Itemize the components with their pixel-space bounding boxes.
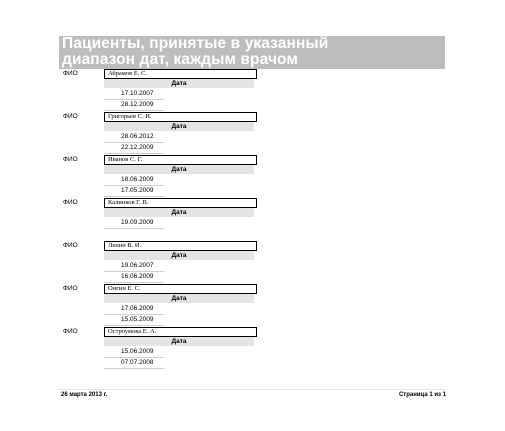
visit-date: 17.05.2009 [121, 187, 154, 194]
date-row-divider [104, 357, 164, 358]
footer-divider [59, 389, 445, 390]
doctor-group [0, 327, 505, 370]
date-row-divider [104, 142, 164, 143]
visit-date: 22.12.2009 [121, 144, 154, 151]
visit-date: 28.06.2012 [121, 133, 154, 140]
doctor-name-field: Остроумова Е. А. [104, 327, 257, 337]
visit-date: 19.09.2009 [121, 219, 154, 226]
doctor-group [0, 69, 505, 112]
date-row-divider [104, 185, 164, 186]
visit-date: 16.06.2009 [121, 273, 154, 280]
fio-label: ФИО [63, 156, 78, 163]
date-row-divider [104, 282, 164, 283]
doctor-name-field: Калинков Г. В. [104, 198, 257, 208]
fio-label: ФИО [63, 285, 78, 292]
date-column-header: Дата [104, 165, 254, 174]
fio-label: ФИО [63, 328, 78, 335]
visit-date: 07.07.2008 [121, 359, 154, 366]
visit-date: 28.12.2009 [121, 101, 154, 108]
doctor-name-field: Иванов С. Г. [104, 155, 257, 165]
fio-label: ФИО [63, 113, 78, 120]
doctor-group [0, 198, 505, 241]
date-row-divider [104, 110, 164, 111]
doctor-name-field: Онгин Е. С. [104, 284, 257, 294]
date-row-divider [104, 368, 164, 369]
date-row-divider [104, 314, 164, 315]
date-row-divider [104, 153, 164, 154]
doctor-name-field: Григорьев С. И. [104, 112, 257, 122]
date-row-divider [104, 196, 164, 197]
fio-label: ФИО [63, 242, 78, 249]
visit-date: 17.06.2009 [121, 305, 154, 312]
doctor-name-field: Абрамов Е. С. [104, 69, 257, 79]
doctor-group [0, 112, 505, 155]
date-row-divider [104, 325, 164, 326]
date-row-divider [104, 271, 164, 272]
visit-date: 18.06.2009 [121, 176, 154, 183]
date-column-header: Дата [104, 208, 254, 217]
date-column-header: Дата [104, 122, 254, 131]
date-column-header: Дата [104, 79, 254, 88]
visit-date: 19.06.2007 [121, 262, 154, 269]
doctor-group [0, 284, 505, 327]
visit-date: 15.06.2009 [121, 348, 154, 355]
date-column-header: Дата [104, 294, 254, 303]
doctor-name-field: Ленин В. И. [104, 241, 257, 251]
footer-page-number: Страница 1 из 1 [398, 392, 446, 398]
date-row-divider [104, 99, 164, 100]
fio-label: ФИО [63, 199, 78, 206]
doctor-group [0, 155, 505, 198]
doctor-group [0, 241, 505, 284]
footer-date: 26 марта 2013 г. [61, 392, 108, 398]
report-title: Пациенты, принятые в указанный диапазон дат, каждым врачом [62, 35, 329, 68]
fio-label: ФИО [63, 70, 78, 77]
date-row-divider [104, 228, 164, 229]
date-column-header: Дата [104, 337, 254, 346]
date-column-header: Дата [104, 251, 254, 260]
visit-date: 15.05.2009 [121, 316, 154, 323]
records-list [0, 69, 505, 370]
visit-date: 17.10.2007 [121, 90, 154, 97]
